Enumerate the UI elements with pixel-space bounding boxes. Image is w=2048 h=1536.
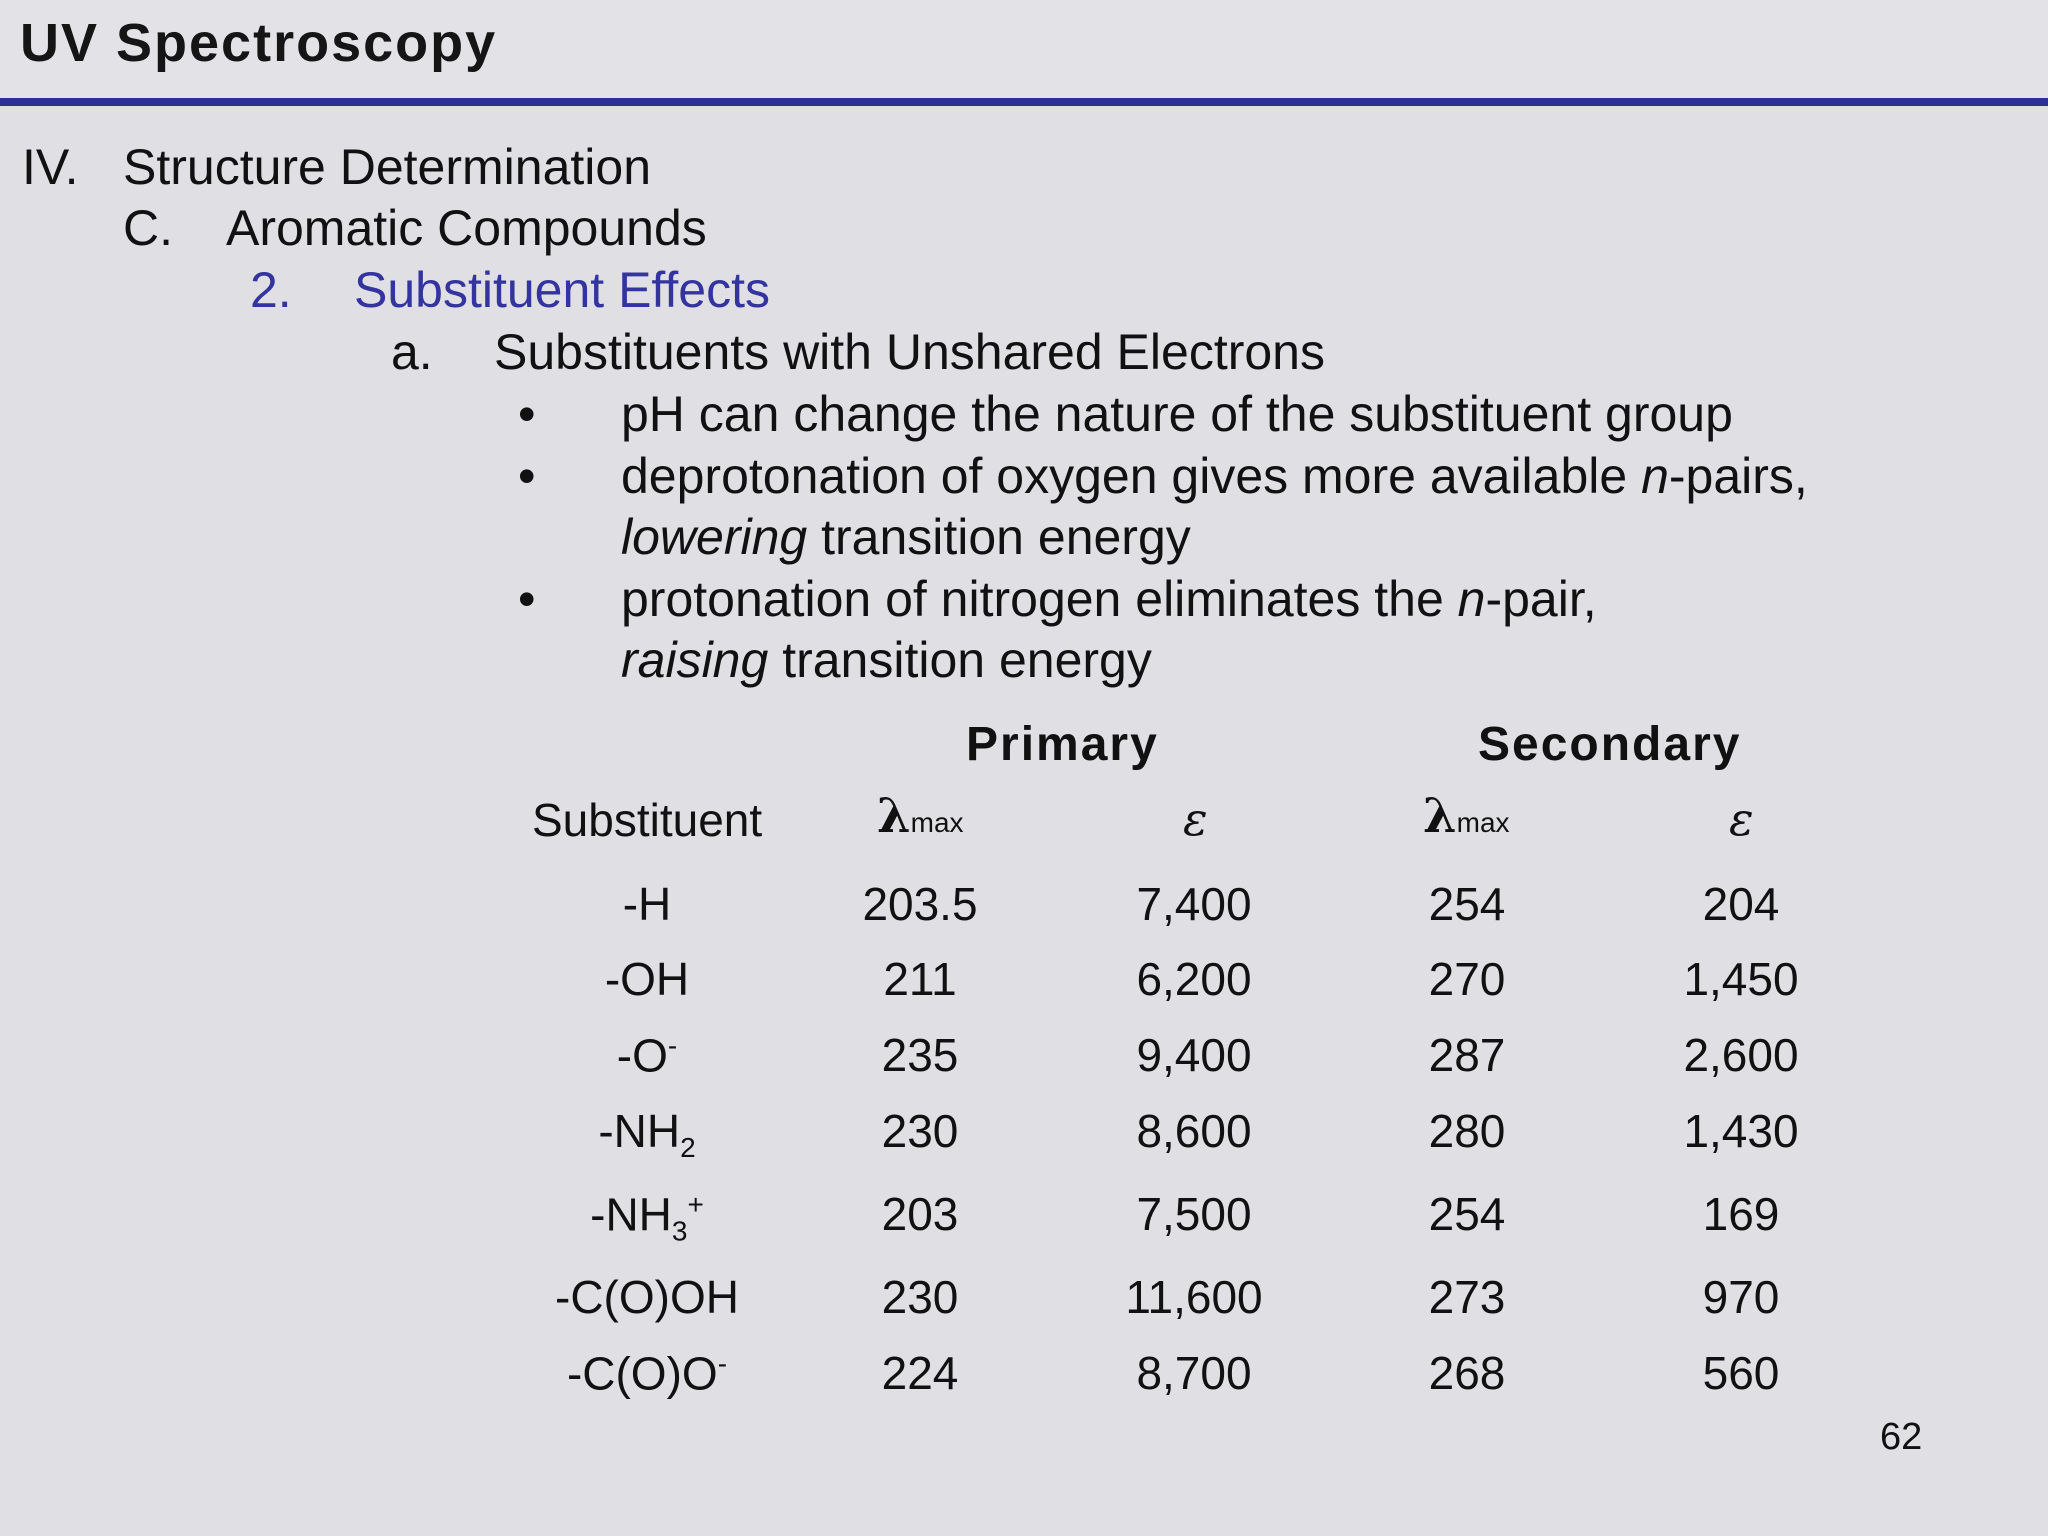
substituent-formula: -OH — [604, 953, 690, 1005]
cell-primary-epsilon: 8,700 — [1136, 1347, 1252, 1399]
cell-secondary-lambda-max: 254 — [1428, 1188, 1506, 1240]
cell-primary-lambda-max: 230 — [881, 1271, 959, 1323]
outline-marker-l4: a. — [391, 324, 433, 380]
cell-primary-lambda-max: 203.5 — [862, 878, 978, 930]
bullet-marker: • — [518, 571, 536, 627]
substituent-formula: -O — [616, 1029, 668, 1082]
substituent-formula: -H — [622, 878, 672, 930]
group-header-secondary: Secondary — [1478, 718, 1742, 771]
outline-heading-l1: Structure Determination — [123, 139, 652, 195]
bullet-text-ph: pH can change the nature of the substituent group — [621, 386, 1733, 442]
col-header-secondary-lambda-max: λmax — [1423, 788, 1510, 844]
formula-superscript: - — [667, 1030, 678, 1061]
outline-heading-l4: Substituents with Unshared Electrons — [494, 324, 1325, 380]
header-divider — [0, 98, 2048, 106]
substituent-formula: -NH — [598, 1105, 681, 1157]
formula-superscript: - — [717, 1348, 728, 1379]
cell-secondary-lambda-max: 254 — [1428, 878, 1506, 930]
cell-primary-lambda-max: 235 — [881, 1029, 959, 1081]
cell-primary-lambda-max: 230 — [881, 1105, 959, 1157]
cell-secondary-epsilon: 1,430 — [1683, 1105, 1799, 1157]
cell-substituent — [497, 953, 797, 1005]
slide-header — [0, 0, 2048, 98]
formula-superscript: + — [687, 1189, 704, 1220]
bullet-text-protonation-cont: raising transition energy — [621, 632, 1152, 688]
cell-primary-lambda-max: 203 — [881, 1188, 959, 1240]
cell-primary-epsilon: 9,400 — [1136, 1029, 1252, 1081]
cell-substituent — [497, 878, 797, 930]
substituent-formula: -C(O)O — [566, 1347, 718, 1400]
cell-secondary-epsilon: 2,600 — [1683, 1029, 1799, 1081]
cell-primary-epsilon: 7,400 — [1136, 878, 1252, 930]
outline-heading-l3: Substituent Effects — [354, 262, 770, 318]
cell-primary-epsilon: 11,600 — [1125, 1271, 1263, 1323]
formula-subscript: 2 — [680, 1132, 696, 1164]
cell-primary-epsilon: 8,600 — [1136, 1105, 1252, 1157]
cell-secondary-lambda-max: 280 — [1428, 1105, 1506, 1157]
outline-marker-l2: C. — [123, 200, 173, 256]
cell-primary-lambda-max: 224 — [881, 1347, 959, 1399]
cell-primary-epsilon: 6,200 — [1136, 953, 1252, 1005]
col-header-primary-lambda-max: λmax — [877, 788, 964, 844]
bullet-text-deprotonation: deprotonation of oxygen gives more available n-pairs, — [621, 448, 1808, 504]
cell-secondary-epsilon: 560 — [1702, 1347, 1780, 1399]
bullet-marker: • — [518, 448, 536, 504]
cell-secondary-lambda-max: 287 — [1428, 1029, 1506, 1081]
substituent-formula: -C(O)OH — [555, 1271, 739, 1323]
cell-secondary-lambda-max: 268 — [1428, 1347, 1506, 1399]
cell-secondary-epsilon: 1,450 — [1683, 953, 1799, 1005]
outline-marker-l1: IV. — [22, 139, 79, 195]
substituent-formula: -NH — [590, 1188, 672, 1241]
col-header-secondary-epsilon: ε — [1729, 792, 1754, 846]
outline-heading-l2: Aromatic Compounds — [226, 200, 707, 256]
cell-secondary-epsilon: 970 — [1702, 1271, 1780, 1323]
bullet-text-deprotonation-cont: lowering transition energy — [621, 509, 1191, 565]
cell-substituent — [497, 1029, 797, 1082]
cell-primary-lambda-max: 211 — [883, 953, 957, 1005]
bullet-marker: • — [518, 386, 536, 442]
outline-marker-l3: 2. — [250, 262, 292, 318]
formula-subscript: 3 — [671, 1215, 688, 1247]
cell-secondary-epsilon: 169 — [1702, 1188, 1780, 1240]
cell-primary-epsilon: 7,500 — [1136, 1188, 1252, 1240]
page-number: 62 — [1880, 1416, 1923, 1458]
cell-secondary-lambda-max: 270 — [1428, 953, 1506, 1005]
slide-title: UV Spectroscopy — [20, 13, 498, 73]
cell-secondary-epsilon: 204 — [1702, 878, 1780, 930]
cell-substituent — [497, 1347, 797, 1400]
col-header-substituent: Substituent — [532, 794, 763, 846]
cell-substituent — [497, 1188, 797, 1247]
group-header-primary: Primary — [966, 718, 1159, 771]
col-header-primary-epsilon: ε — [1183, 792, 1208, 846]
bullet-text-protonation: protonation of nitrogen eliminates the n-pair, — [621, 571, 1597, 627]
cell-secondary-lambda-max: 273 — [1428, 1271, 1506, 1323]
cell-substituent — [497, 1271, 797, 1323]
cell-substituent — [497, 1105, 797, 1164]
